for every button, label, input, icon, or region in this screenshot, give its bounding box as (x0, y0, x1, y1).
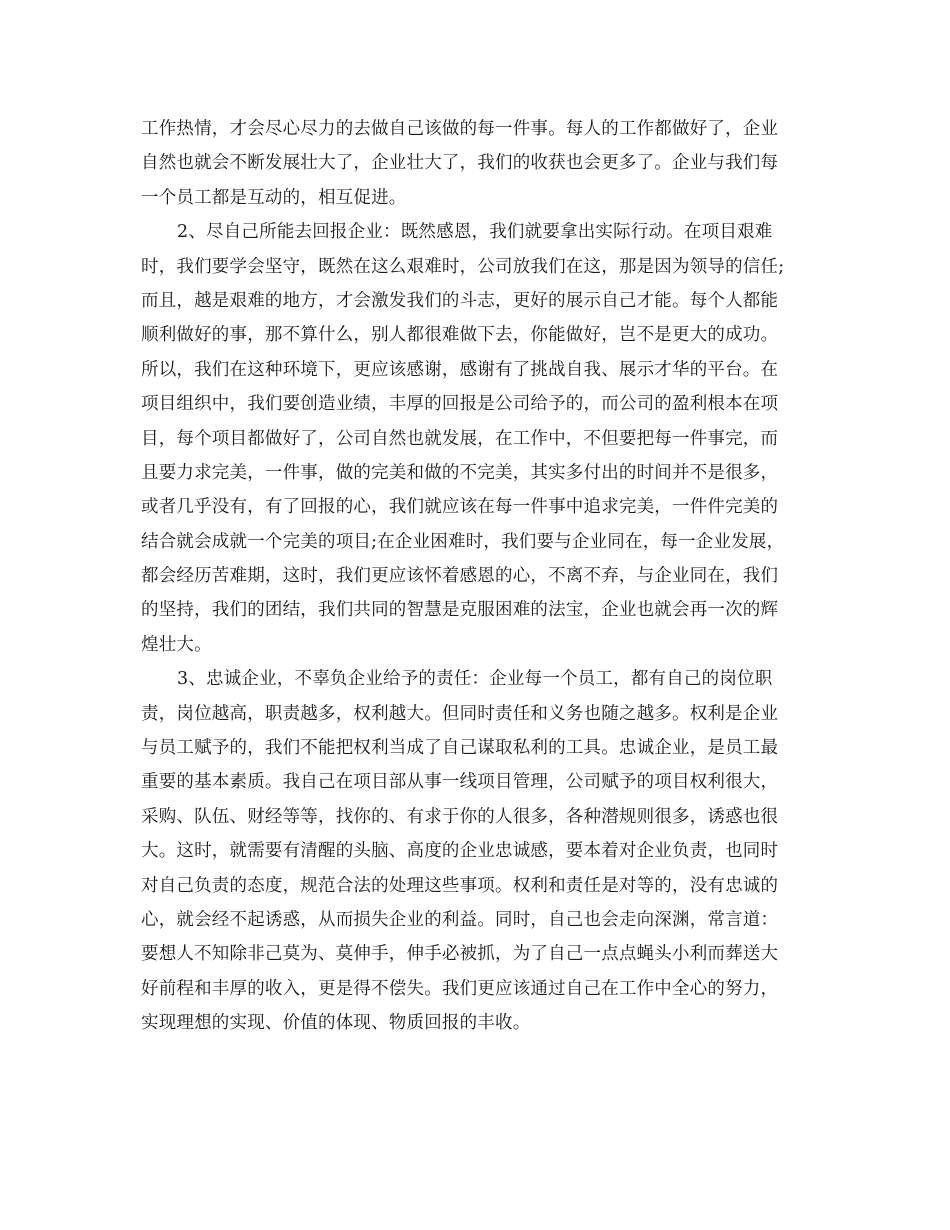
document-body (141, 112, 821, 1041)
text-line: 而且，越是艰难的地方，才会激发我们的斗志，更好的展示自己才能。每个人都能 (141, 290, 779, 311)
text-line: 结合就会成就一个完美的项目;在企业困难时，我们要与企业同在，每一企业发展， (141, 531, 785, 552)
text-line: 要想人不知除非己莫为、莫伸手，伸手必被抓，为了自己一点点蝇头小利而葬送大 (141, 944, 779, 965)
text-line: 项目组织中，我们要创造业绩，丰厚的回报是公司给予的，而公司的盈利根本在项 (141, 394, 779, 415)
text-line: 采购、队伍、财经等等，找你的、有求于你的人很多，各种潜规则很多，诱惑也很 (141, 806, 779, 827)
text-line: 目，每个项目都做好了，公司自然也就发展，在工作中，不但要把每一件事完，而 (141, 428, 779, 449)
text-line: 重要的基本素质。我自己在项目部从事一线项目管理，公司赋予的项目权利很大， (141, 772, 779, 793)
text-line: 与员工赋予的，我们不能把权利当成了自己谋取私利的工具。忠诚企业，是员工最 (141, 738, 779, 759)
paragraph-3-first-line: 3、忠诚企业，不辜负企业给予的责任：企业每一个员工，都有自己的岗位职 (177, 669, 773, 690)
text-line: 的坚持，我们的团结，我们共同的智慧是克服困难的法宝，企业也就会再一次的辉 (141, 600, 779, 621)
text-line: 顺利做好的事，那不算什么，别人都很难做下去，你能做好，岂不是更大的成功。 (141, 325, 779, 346)
text-line: 一个员工都是互动的，相互促进。 (141, 187, 407, 208)
paragraph-2-first-line: 2、尽自己所能去回报企业：既然感恩，我们就要拿出实际行动。在项目艰难 (177, 222, 773, 243)
text-line: 或者几乎没有，有了回报的心，我们就应该在每一件事中追求完美，一件件完美的 (141, 497, 779, 518)
text-line: 大。这时，就需要有清醒的头脑、高度的企业忠诚感，要本着对企业负责，也同时 (141, 841, 779, 862)
text-line: 且要力求完美，一件事，做的完美和做的不完美，其实多付出的时间并不是很多， (141, 462, 779, 483)
text-line: 实现理想的实现、价值的体现、物质回报的丰收。 (141, 1013, 531, 1034)
text-line: 工作热情，才会尽心尽力的去做自己该做的每一件事。每人的工作都做好了，企业 (141, 119, 779, 139)
text-line: 自然也就会不断发展壮大了，企业壮大了，我们的收获也会更多了。企业与我们每 (141, 153, 779, 174)
text-line: 心，就会经不起诱惑，从而损失企业的利益。同时，自己也会走向深渊，常言道： (141, 909, 779, 930)
text-line: 对自己负责的态度，规范合法的处理这些事项。权利和责任是对等的，没有忠诚的 (141, 875, 779, 896)
text-line: 好前程和丰厚的收入，更是得不偿失。我们更应该通过自己在工作中全心的努力， (141, 978, 779, 999)
text-line: 时，我们要学会坚守，既然在这么艰难时，公司放我们在这，那是因为领导的信任; (141, 256, 785, 277)
text-line: 煌壮大。 (141, 634, 212, 655)
text-line: 都会经历苦难期，这时，我们更应该怀着感恩的心，不离不弃，与企业同在，我们 (141, 566, 779, 587)
text-line: 所以，我们在这种环境下，更应该感谢，感谢有了挑战自我、展示才华的平台。在 (141, 359, 779, 380)
text-line: 责，岗位越高，职责越多，权利越大。但同时责任和义务也随之越多。权利是企业 (141, 703, 779, 724)
